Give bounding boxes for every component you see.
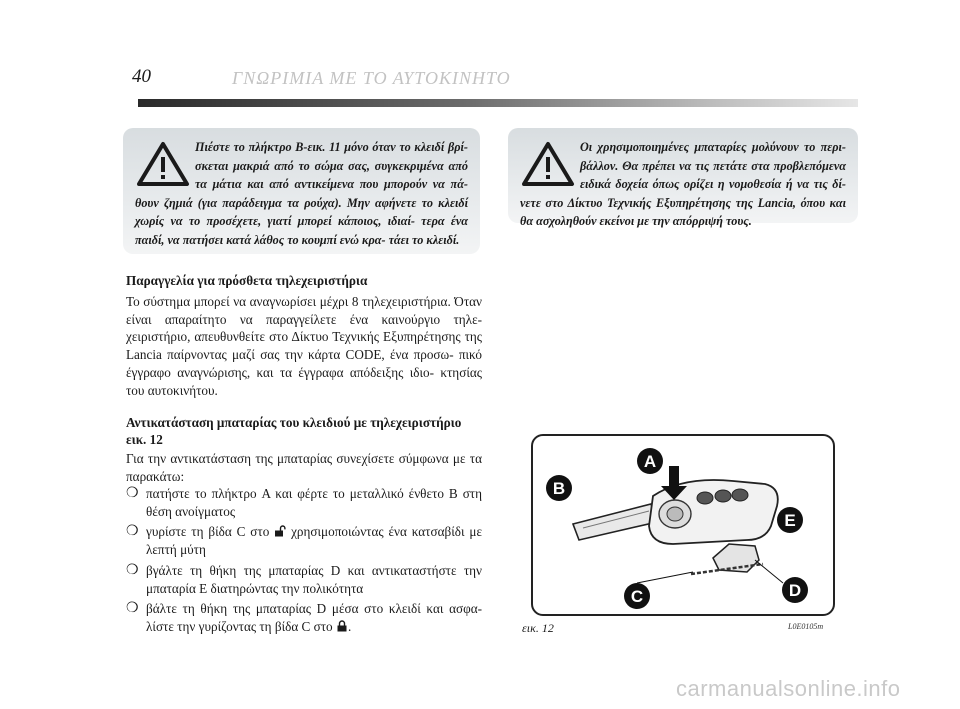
- lock-icon: [336, 620, 348, 632]
- warning-text-key: Πιέστε το πλήκτρο B-εικ. 11 μόνο όταν το κλειδί βρί- σκεται μακριά από το σώμα σας, συγκεκριμένα από τα μάτια και από αντικείμενα που μπορούν να πά- θουν ζημιά (για παράδειγμα τα ρούχα). Μην αφήνετε το κλειδί χωρίς να το προσέχετε, γιατί μπορεί κάποιος, ιδιαί- τερα ένα παιδί, να πατήσει κατά λάθος το κουμπί ενώ κρα- τάει το κλειδί.: [135, 140, 468, 247]
- warning-box-key: [123, 128, 480, 254]
- bullet-glyph: ❍: [126, 562, 139, 578]
- step-text: πατήστε το πλήκτρο A και φέρτε το μεταλλικό ένθετο B στη θέση ανοίγματος: [146, 486, 482, 519]
- chapter-title: ΓΝΩΡΙΜΙΑ ΜΕ ΤΟ ΑΥΤΟΚΙΝΗΤΟ: [232, 68, 511, 88]
- section-heading-battery: Αντικατάσταση μπαταρίας του κλειδιού με τηλεχειριστήριο εικ. 12: [126, 415, 462, 447]
- callout-a: A: [643, 452, 657, 471]
- watermark: carmanualsonline.info: [676, 676, 901, 701]
- section-heading-order: Παραγγελία για πρόσθετα τηλεχειριστήρια: [126, 273, 368, 288]
- bullet-glyph: ❍: [126, 524, 139, 540]
- list-item: [126, 485, 482, 520]
- key-illustration: [533, 436, 833, 614]
- unlock-icon: [274, 525, 286, 537]
- battery-steps-list: [126, 485, 482, 639]
- figure-caption: εικ. 12: [522, 621, 554, 635]
- callout-c: C: [630, 587, 644, 606]
- warning-text-battery: Οι χρησιμοποιημένες μπαταρίες μολύνουν το περι- βάλλον. Θα πρέπει να τις πετάτε στα προβλεπόμενα ειδικά δοχεία όπως ορίζει η νομοθεσία ή να τις δί- νετε στο Δίκτυο Τεχνικής Εξυπηρέτησης της Lancia, όπου και θα ασχοληθούν εκείνοι με την απόρριψή τους.: [520, 140, 846, 228]
- callout-d: D: [788, 581, 802, 600]
- step-text: βάλτε τη θήκη της μπαταρίας D μέσα στο κλειδί και ασφα- λίστε την γυρίζοντας τη βίδα C στο: [146, 601, 482, 634]
- header-rule: [138, 99, 858, 107]
- figure-code: L0E0105m: [788, 622, 824, 631]
- paragraph-order: Το σύστημα μπορεί να αναγνωρίσει μέχρι 8 τηλεχειριστήρια. Όταν είναι απαραίτητο να παραγγείλετε ένα καινούργιο τηλε- χειριστήριο, απευθυνθείτε στο Δίκτυο Τεχνικής Εξυπηρέτησης της Lancia παίρνοντας μαζί σας την κάρτα CODE, ένα προσω- πικό έγγραφο αναγνώρισης, και τα έγγραφα απόδειξης ιδιο- κτησίας του αυτοκινήτου.: [126, 294, 482, 398]
- list-item: [126, 562, 482, 597]
- step-text: γυρίστε τη βίδα C στο: [146, 524, 270, 540]
- callout-e: E: [784, 511, 796, 530]
- warning-box-battery: [508, 128, 858, 228]
- paragraph-battery-intro: Για την αντικατάσταση της μπαταρίας συνεχίσετε σύμφωνα με τα παρακάτω:: [126, 451, 482, 484]
- bullet-glyph: ❍: [126, 601, 139, 617]
- warning-triangle-icon: [135, 140, 191, 188]
- figure-key-battery: [531, 434, 835, 616]
- list-item: [126, 523, 482, 558]
- step-text-end: .: [347, 618, 352, 634]
- step-text: βγάλτε τη θήκη της μπαταρίας D και αντικαταστήστε την μπαταρία E διατηρώντας την πολικότητα: [146, 562, 482, 596]
- step-text: χρησιμοποιώντας ένα κατσαβίδι με λεπτή μύτη: [146, 524, 483, 558]
- bullet-glyph: ❍: [126, 486, 139, 501]
- warning-triangle-icon: [520, 140, 576, 188]
- list-item: [126, 600, 482, 635]
- callout-b: B: [552, 479, 566, 498]
- page-number: 40: [132, 66, 151, 87]
